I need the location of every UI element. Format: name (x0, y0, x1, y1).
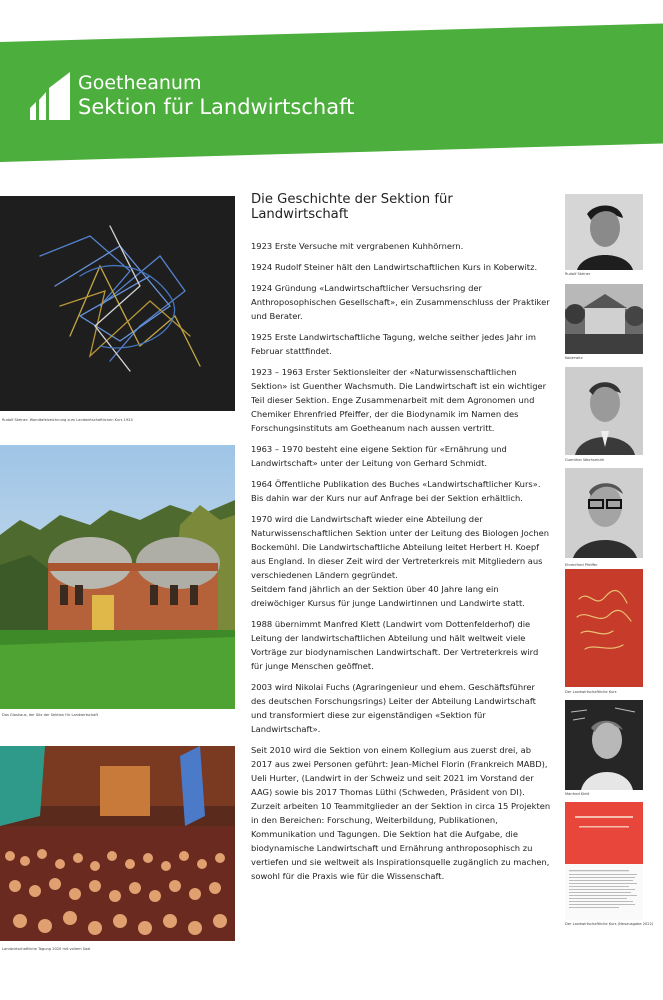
conference-hall-photo (0, 746, 235, 941)
blackboard-drawing-photo (0, 196, 235, 411)
history-entry: 1923 – 1963 Erster Sektionsleiter der «Naturwissenschaftlichen Sektion» ist Guenther Wachsmuth. Die Landwirtschaft ist ein wichtiger Teil dieser Sektion. Enge Zusammenarbeit mit dem Agronomen und Chemiker Ehrenfried Pfeiffer, der die Biodynamik im Namen des Forschungsinstituts am Goetheanum nach aussen vertritt. (251, 367, 547, 433)
manfred-klett-portrait (565, 700, 643, 790)
photo-caption: Das Glashaus, der Sitz der Sektion für Landwirtschaft (2, 713, 98, 717)
history-entry: 1964 Öffentliche Publikation des Buches «Landwirtschaftlicher Kurs». Bis dahin war der Kurs nur auf Anfrage bei der Sektion erhältlich. (251, 479, 541, 503)
header (30, 72, 354, 120)
history-entry: 1924 Gründung «Landwirtschaftlicher Versuchsring der Anthroposophischen Gesellschaft», ein Zusammenschluss der Praktiker und Berater. (251, 283, 550, 321)
photo-caption: Guenther Wachsmuth (565, 458, 605, 462)
history-entry: 1924 Rudolf Steiner hält den Landwirtschaftlichen Kurs in Koberwitz. (251, 262, 538, 272)
rudolf-steiner-portrait (565, 194, 643, 270)
history-entry: 1970 wird die Landwirtschaft wieder eine Abteilung der Naturwissenschaftlichen Sektion unter der Leitung des Biologen Jochen Bockemühl. Die Landwirtschaftliche Abteilung leitet Herbert H. Koepf aus England. In dieser Zeit wird der Vertreterkreis mit Mitgliedern aus verschiedenen Ländern gegründet. (251, 514, 550, 580)
landwirtschaftlicher-kurs-book (565, 569, 643, 687)
photo-caption: Rudolf Steiner (565, 272, 591, 276)
photo-caption: Landwirtschaftliche Tagung 2020 mit vollem Saal (2, 947, 91, 951)
glashaus-photo (0, 445, 235, 709)
koberwitz-photo (565, 284, 643, 354)
history-entry: 1925 Erste Landwirtschaftliche Tagung, welche seither jedes Jahr im Februar stattfindet. (251, 332, 536, 356)
ehrenfried-pfeiffer-portrait (565, 468, 643, 558)
goetheanum-logo-icon (30, 72, 70, 120)
page-title: Die Geschichte der Sektion für Landwirtschaft (251, 192, 453, 222)
history-entry: Seit 2010 wird die Sektion von einem Kollegium aus zuerst drei, ab 2017 aus zwei Personen geführt: Jean-Michel Florin (Frankreich MABD), Ueli Hurter, (Landwirt in der Schweiz und seit 2021 im Vorstand der AAG) sowie bis 2017 Thomas Lüthi (Schweden, Präsident von DI). Zurzeit arbeiten 10 Teammitglieder an der Sektion in circa 15 Projekten in den Bereichen: Forschung, Weiterbildung, Publikationen, Kommunikation und Tagungen. Die Sektion hat die Aufgabe, die biodynamische Landwirtschaft und Ernährung anthroposophisch zu vertiefen und sie weltweit als Inspirationsquelle zugänglich zu machen, sowohl für die Praxis wie für die Wissenschaft. (251, 745, 551, 881)
brand-name: Goetheanum (78, 72, 202, 94)
history-text (251, 192, 551, 890)
guenther-wachsmuth-portrait (565, 367, 643, 455)
photo-caption: Der Landwirtschaftliche Kurs (Neuausgabe 2022) (565, 922, 654, 926)
history-entry: 2003 wird Nikolai Fuchs (Agraringenieur und ehem. Geschäftsführer des deutschen Forschungsrings) Leiter der Abteilung Landwirtschaft und transformiert diese zur eigenständigen «Sektion für Landwirtschaft». (251, 682, 536, 734)
photo-caption: Der Landwirtschaftliche Kurs (565, 690, 617, 694)
history-entry: Seitdem fand jährlich an der Sektion über 40 Jahre lang ein dreiwöchiger Kursus für junge Landwirtinnen und Landwirte statt. (251, 584, 525, 608)
section-name: Sektion für Landwirtschaft (78, 95, 355, 119)
photo-caption: Ehrenfried Pfeiffer (565, 563, 598, 567)
photo-caption: Manfred Klett (565, 792, 590, 796)
photo-caption: Rudolf Steiner: Wandtafelzeichnung zum Landwirtschaftlichen Kurs 1924 (2, 418, 133, 422)
history-entry: 1988 übernimmt Manfred Klett (Landwirt vom Dottenfelderhof) die Leitung der landwirtschaftlichen Abteilung und hält weltweit viele Vorträge zur biodynamischen Landwirtschaft. Der Vertreterkreis wird für junge Menschen geöffnet. (251, 619, 539, 671)
photo-caption: Koberwitz (565, 356, 583, 360)
history-entry: 1923 Erste Versuche mit vergrabenen Kuhhörnern. (251, 241, 464, 251)
history-entry: 1963 – 1970 besteht eine eigene Sektion für «Ernährung und Landwirtschaft» unter der Leitung von Gerhard Schmidt. (251, 444, 507, 468)
landwirtschaftlicher-kurs-neuausgabe-book (565, 802, 643, 920)
